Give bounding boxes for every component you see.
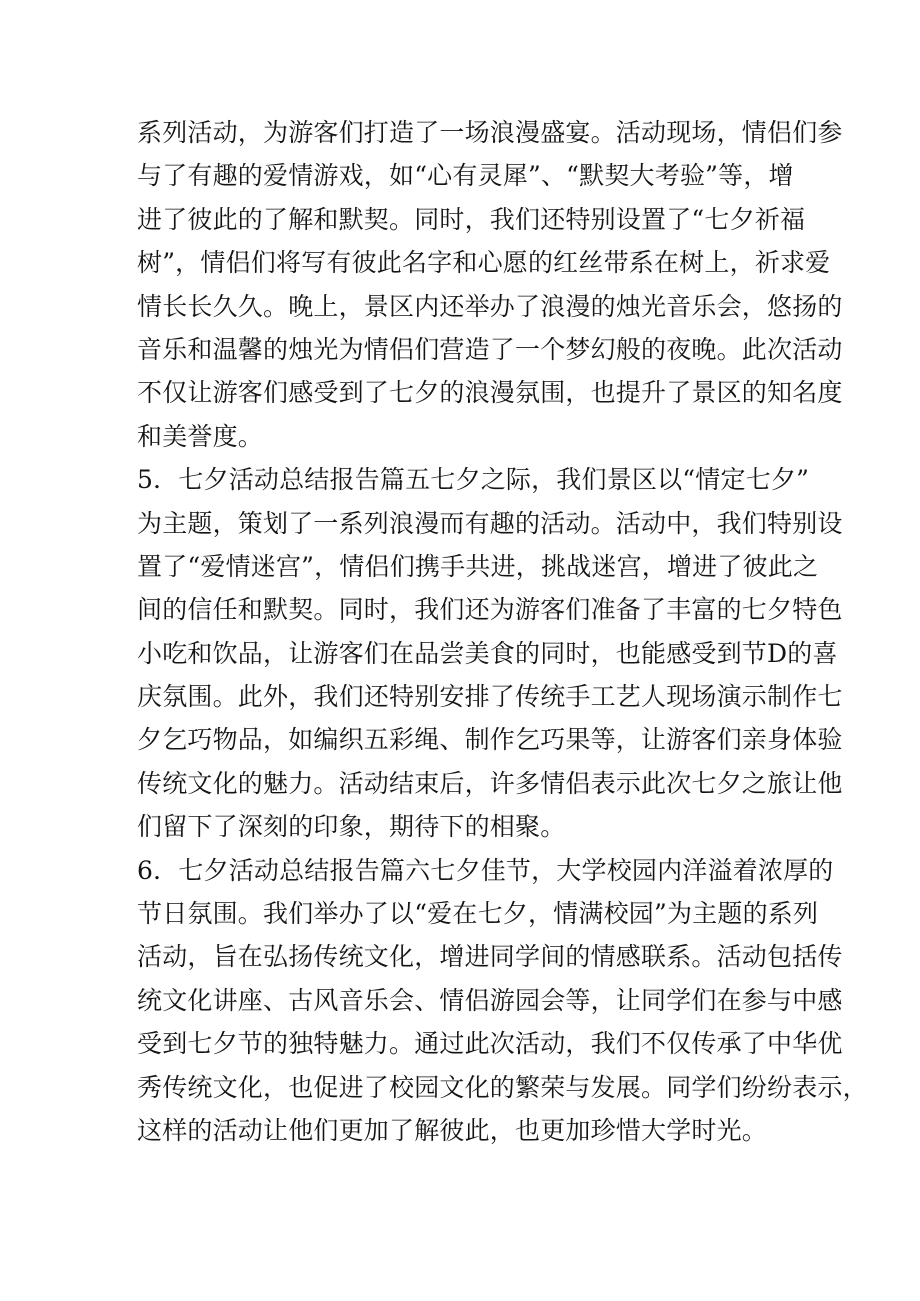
text-line: 情长长久久。晚上，景区内还举办了浪漫的烛光音乐会，悠扬的 <box>137 291 843 321</box>
text-line: 和美誉度。 <box>137 421 264 451</box>
text-line: 庆氛围。此外，我们还特别安排了传统手工艺人现场演示制作七 <box>137 682 843 712</box>
text-line: 们留下了深刻的印象，期待下的相聚。 <box>137 812 566 842</box>
text-line: 这样的活动让他们更加了解彼此，也更加珍惜大学时光。 <box>137 1115 768 1145</box>
text-line: 小吃和饮品，让游客们在品尝美食的同时，也能感受到节D的喜 <box>137 638 838 668</box>
text-line: 进了彼此的了解和默契。同时，我们还特别设置了“七夕祈福 <box>137 204 806 234</box>
text-line: 活动，旨在弘扬传统文化，增进同学间的情感联系。活动包括传 <box>137 942 843 972</box>
text-line: 置了“爱情迷宫”，情侣们携手共进，挑战迷宫，增进了彼此之 <box>137 551 819 581</box>
text-line: 5．七夕活动总结报告篇五七夕之际，我们景区以“情定七夕” <box>137 465 810 495</box>
text-line: 树”，情侣们将写有彼此名字和心愿的红丝带系在树上，祈求爱 <box>137 248 831 278</box>
text-line: 统文化讲座、古风音乐会、情侣游园会等，让同学们在参与中感 <box>137 985 843 1015</box>
text-line: 间的信任和默契。同时，我们还为游客们准备了丰富的七夕特色 <box>137 595 843 625</box>
text-line: 为主题，策划了一系列浪漫而有趣的活动。活动中，我们特别设 <box>137 508 843 538</box>
text-line: 传统文化的魅力。活动结束后，许多情侣表示此次七夕之旅让他 <box>137 768 843 798</box>
text-line: 音乐和温馨的烛光为情侣们营造了一个梦幻般的夜晚。此次活动 <box>137 334 843 364</box>
text-line: 不仅让游客们感受到了七夕的浪漫氛围，也提升了景区的知名度 <box>137 378 843 408</box>
text-line: 夕乞巧物品，如编织五彩绳、制作乞巧果等，让游客们亲身体验 <box>137 725 843 755</box>
document-body <box>137 111 868 1152</box>
text-line: 6．七夕活动总结报告篇六七夕佳节，大学校园内洋溢着浓厚的 <box>137 855 834 885</box>
text-line: 秀传统文化，也促进了校园文化的繁荣与发展。同学们纷纷表示， <box>137 1072 868 1102</box>
text-line: 受到七夕节的独特魅力。通过此次活动，我们不仅传承了中华优 <box>137 1029 843 1059</box>
text-line: 系列活动，为游客们打造了一场浪漫盛宴。活动现场，情侣们参 <box>137 118 843 147</box>
text-line: 节日氛围。我们举办了以“爱在七夕，情满校园”为主题的系列 <box>137 899 819 929</box>
text-line: 与了有趣的爱情游戏，如“心有灵犀”、“默契大考验”等，增 <box>137 161 794 191</box>
